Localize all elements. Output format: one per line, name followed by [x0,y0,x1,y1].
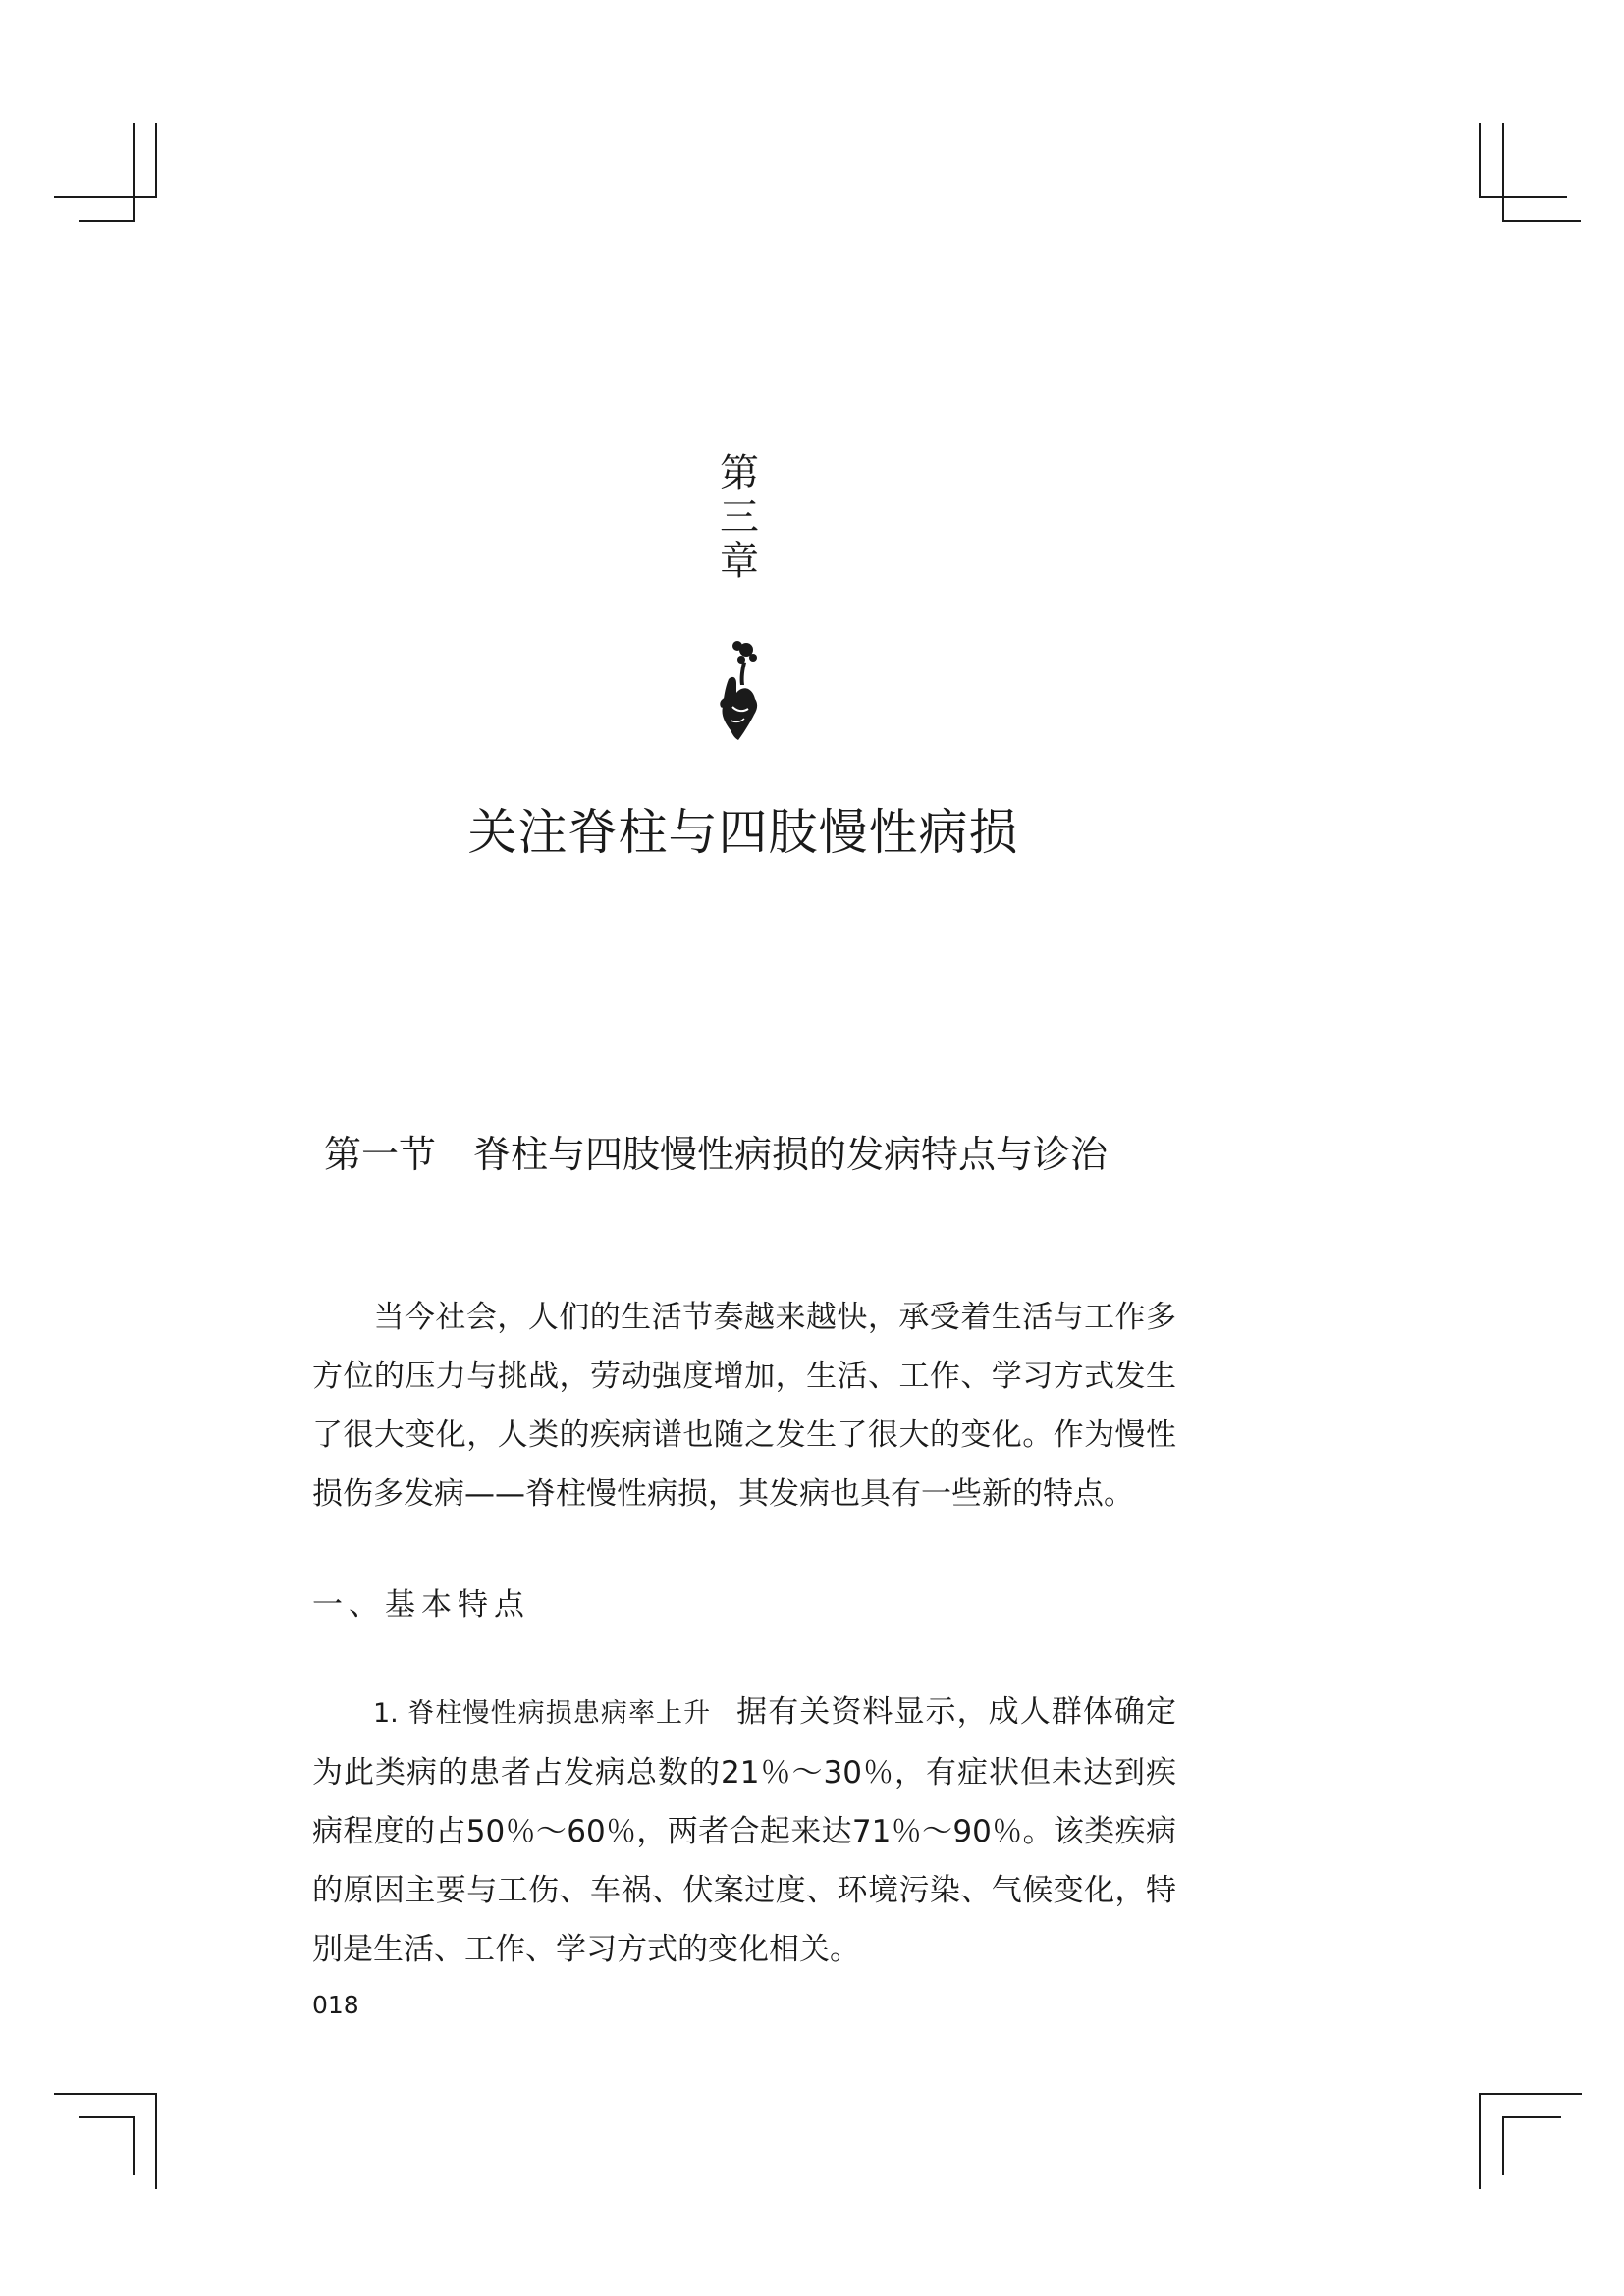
chapter-label-char: 章 [720,539,759,584]
chapter-label-char: 第 [720,451,759,496]
page-number: 018 [312,1991,359,2019]
crop-mark-bottom-right-vertical-outer [1479,2093,1481,2189]
crop-mark-top-left-vertical-outer [155,123,157,196]
crop-mark-bottom-right-vertical-inner [1502,2116,1504,2175]
crop-mark-top-left-horizontal-outer [54,196,157,198]
intro-paragraph-text: 当今社会，人们的生活节奏越来越快，承受着生活与工作多方位的压力与挑战，劳动强度增加，生活、工作、学习方式发生了很大变化，人类的疾病谱也随之发生了很大的变化。作为慢性损伤多发病——脊柱慢性病损，其发病也具有一些新的特点。 [312,1300,1176,1512]
chapter-title: 关注脊柱与四肢慢性病损 [467,804,1019,861]
chapter-label-char: 三 [720,495,759,540]
crop-mark-bottom-left-horizontal-inner [79,2116,135,2118]
section-title: 脊柱与四肢慢性病损的发病特点与诊治 [473,1133,1109,1176]
crop-mark-top-left-vertical-inner [133,123,135,221]
hand-holding-flower-icon [707,638,770,746]
item-paragraph [312,1682,1176,1979]
item-body: 据有关资料显示，成人群体确定为此类病的患者占发病总数的21％～30％，有症状但未达到疾病程度的占50％～60％，两者合起来达71％～90％。该类疾病的原因主要与工伤、车祸、伏案过度、环境污染、气候变化，特别是生活、工作、学习方式的变化相关。 [312,1694,1177,1967]
crop-mark-top-right-vertical-outer [1479,123,1481,198]
section-heading [324,1127,1208,1182]
crop-mark-top-right-vertical-inner [1502,123,1504,222]
section-number: 第一节 [324,1133,437,1176]
crop-mark-bottom-right-horizontal-outer [1479,2093,1582,2095]
subheading: 一、基本特点 [312,1587,530,1623]
item-title: 1. 脊柱慢性病损患病率上升 [373,1698,712,1729]
crop-mark-bottom-left-horizontal-outer [54,2093,157,2095]
crop-mark-top-left-horizontal-inner [79,220,135,222]
crop-mark-bottom-left-vertical-outer [155,2093,157,2189]
crop-mark-bottom-left-vertical-inner [133,2116,135,2175]
crop-mark-top-right-horizontal-outer [1479,196,1567,198]
intro-paragraph [312,1288,1176,1523]
crop-mark-top-right-horizontal-inner [1502,220,1581,222]
crop-mark-bottom-right-horizontal-inner [1502,2116,1561,2118]
